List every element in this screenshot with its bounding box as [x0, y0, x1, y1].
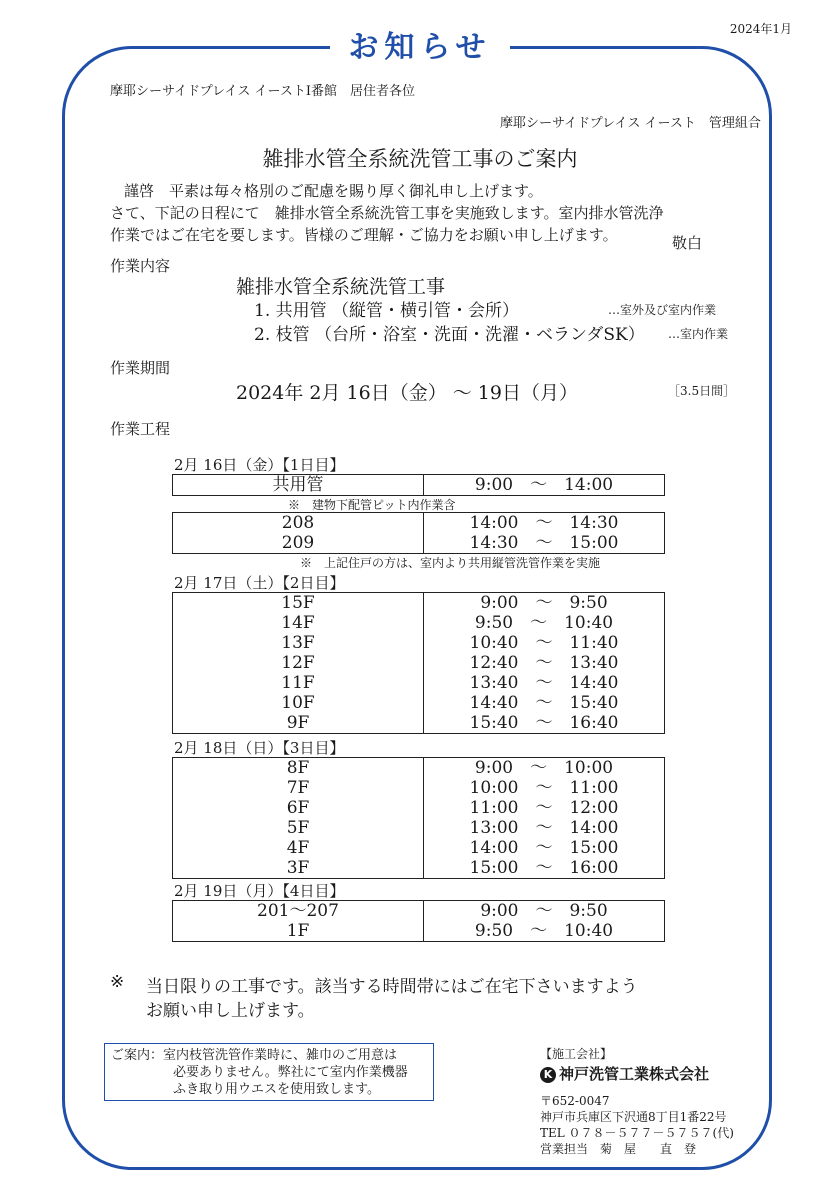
period-value: 2024年 2月 16日（金） ～ 19日（月） — [236, 382, 578, 404]
sender: 摩耶シーサイドプレイス イースト 管理組合 — [500, 116, 761, 131]
company-tel: TEL ０７８－５７７－５７５７(代) — [540, 1126, 734, 1140]
notice-box — [104, 1043, 434, 1101]
table-row-time: 9:00 ～ 9:50 — [424, 901, 665, 922]
closing: 敬白 — [672, 234, 703, 252]
footer-note-line-2: お願い申し上げます。 — [146, 1001, 315, 1021]
day1-common-table — [172, 474, 665, 496]
day1-header: 2月 16日（金）【1日目】 — [174, 456, 345, 474]
table-row-unit: 11F — [173, 673, 424, 693]
day4-header: 2月 19日（月）【4日目】 — [174, 882, 345, 900]
table-row-unit: 9F — [173, 713, 424, 734]
period-days: ［3.5日間］ — [668, 384, 736, 398]
notice-line-3: ふき取り用ウエスを使用致します。 — [173, 1082, 380, 1097]
document-subject: 雑排水管全系統洗管工事のご案内 — [262, 147, 578, 171]
table-row-time: 9:50 ～ 10:40 — [424, 613, 665, 633]
notice-line-1: ご案内：室内枝管洗管作業時に、雑巾のご用意は — [111, 1048, 398, 1063]
issue-date: 2024年1月 — [729, 22, 792, 36]
company-postal: 〒652-0047 — [540, 1094, 610, 1108]
table-row-time: 12:40 ～ 13:40 — [424, 653, 665, 673]
day4-table — [172, 900, 665, 942]
table-row-unit: 12F — [173, 653, 424, 673]
table-row-unit: 3F — [173, 858, 424, 879]
work-label: 作業内容 — [110, 257, 171, 275]
table-row-unit: 5F — [173, 818, 424, 838]
table-row-time: 14:40 ～ 15:40 — [424, 693, 665, 713]
table-row-time: 9:50 ～ 10:40 — [424, 921, 665, 942]
table-row-time: 9:00 ～ 10:00 — [424, 758, 665, 779]
table-row-time: 10:40 ～ 11:40 — [424, 633, 665, 653]
company-logo-icon: K — [540, 1067, 556, 1083]
day3-header: 2月 18日（日）【3日目】 — [174, 739, 345, 757]
work-item-2: 2. 枝管 （台所・浴室・洗面・洗濯・ベランダSK） — [254, 325, 645, 345]
table-row-time: 15:40 ～ 16:40 — [424, 713, 665, 734]
company-name-block — [540, 1063, 709, 1084]
table-row-time: 11:00 ～ 12:00 — [424, 798, 665, 818]
schedule-label: 作業工程 — [110, 420, 171, 438]
table-row-unit: 6F — [173, 798, 424, 818]
table-row-time: 14:30 ～ 15:00 — [424, 533, 665, 554]
table-row-time: 10:00 ～ 11:00 — [424, 778, 665, 798]
company-label: 【施工会社】 — [540, 1047, 613, 1061]
common-pipe-time: 9:00 ～ 14:00 — [424, 475, 665, 496]
day1-note-2: ※ 上記住戸の方は、室内より共用縦管洗管作業を実施 — [300, 556, 601, 570]
day3-table — [172, 757, 665, 879]
table-row-unit: 10F — [173, 693, 424, 713]
footer-note-mark: ※ — [110, 972, 125, 992]
table-row-unit: 7F — [173, 778, 424, 798]
table-row-unit: 201～207 — [173, 901, 424, 922]
work-item-2-note: …室内作業 — [668, 327, 729, 341]
intro-line-1: 謹啓 平素は毎々格別のご配慮を賜り厚く御礼申し上げます。 — [124, 182, 543, 200]
table-row-time: 13:00 ～ 14:00 — [424, 818, 665, 838]
work-name: 雑排水管全系統洗管工事 — [236, 276, 446, 298]
intro-line-2: さて、下記の日程にて 雑排水管全系統洗管工事を実施致します。室内排水管洗浄 — [110, 204, 664, 222]
addressee: 摩耶シーサイドプレイス イーストⅠ番館 居住者各位 — [110, 84, 416, 99]
period-label: 作業期間 — [110, 359, 171, 377]
notice-title: お知らせ — [348, 30, 492, 65]
table-row-time: 14:00 ～ 14:30 — [424, 513, 665, 534]
table-row-time: 15:00 ～ 16:00 — [424, 858, 665, 879]
table-row-time: 9:00 ～ 9:50 — [424, 593, 665, 614]
table-row-time: 13:40 ～ 14:40 — [424, 673, 665, 693]
company-name: 神戸洗管工業株式会社 — [559, 1065, 710, 1083]
table-row-unit: 14F — [173, 613, 424, 633]
footer-note-line-1: 当日限りの工事です。該当する時間帯にはご在宅下さいますよう — [146, 977, 638, 997]
table-row-unit: 13F — [173, 633, 424, 653]
day1-note-1: ※ 建物下配管ピット内作業含 — [288, 498, 456, 512]
table-row-unit: 15F — [173, 593, 424, 614]
table-row-time: 14:00 ～ 15:00 — [424, 838, 665, 858]
day2-header: 2月 17日（土）【2日目】 — [174, 574, 345, 592]
work-item-1: 1. 共用管 （縦管・横引管・会所） — [254, 301, 520, 321]
table-row-unit: 1F — [173, 921, 424, 942]
company-staff: 営業担当 菊 屋 直 登 — [540, 1142, 697, 1156]
notice-line-2: 必要ありません。弊社にて室内作業機器 — [173, 1065, 408, 1080]
work-item-1-note: …室外及び室内作業 — [608, 303, 717, 317]
intro-line-3: 作業ではご在宅を要します。皆様のご理解・ご協力をお願い申し上げます。 — [110, 226, 618, 244]
day1-unit-table — [172, 512, 665, 554]
day2-table — [172, 592, 665, 734]
table-row-unit: 8F — [173, 758, 424, 779]
table-row-unit: 209 — [173, 533, 424, 554]
company-address: 神戸市兵庫区下沢通8丁目1番22号 — [540, 1110, 727, 1124]
table-row-unit: 208 — [173, 513, 424, 534]
common-pipe-label: 共用管 — [173, 475, 424, 496]
table-row-unit: 4F — [173, 838, 424, 858]
